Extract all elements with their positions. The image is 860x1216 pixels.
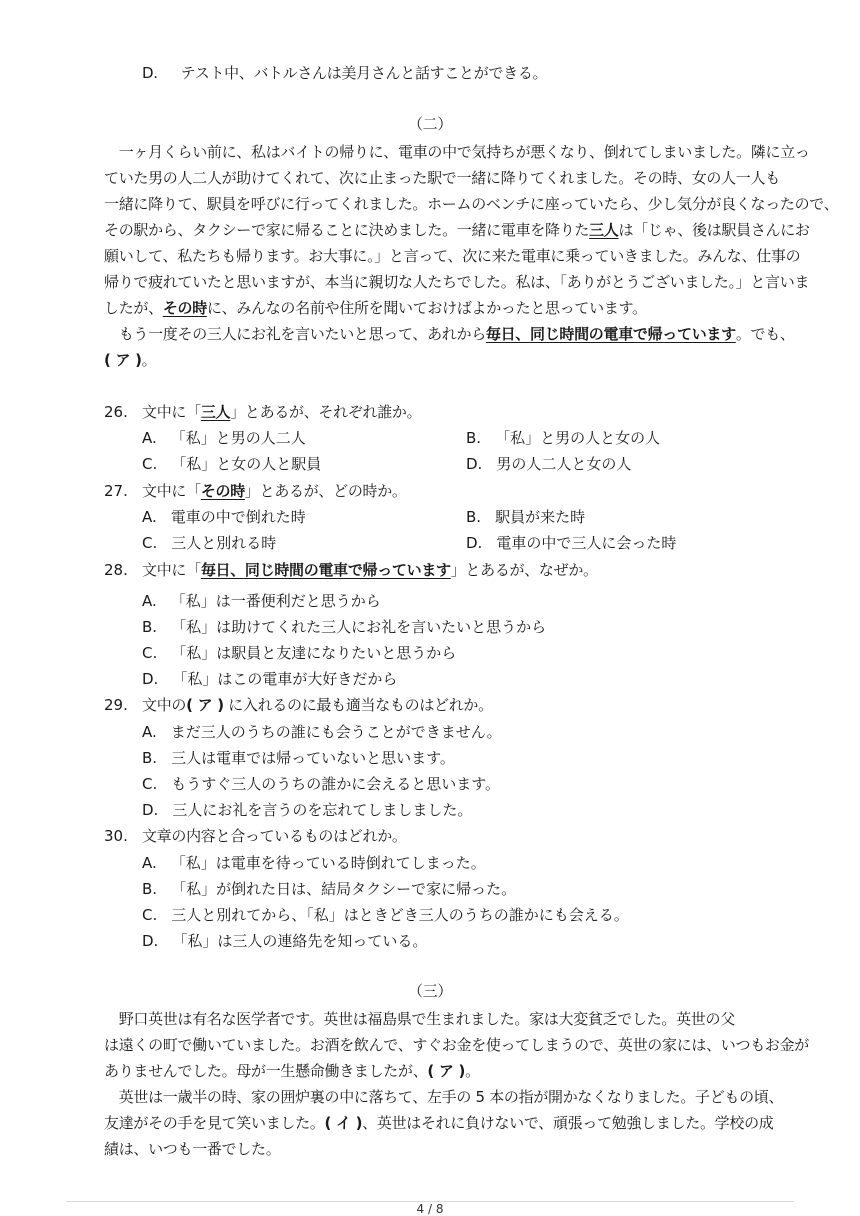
- option-item: [142, 931, 427, 951]
- option-text: 「私」と男の人と女の人: [495, 429, 661, 447]
- option-text: 「私」と女の人と駅員: [171, 455, 322, 473]
- stem-text: 」とあるが、どの時か。: [244, 482, 407, 500]
- option-text: 「私」は一番便利だと思うから: [170, 592, 381, 610]
- stem-text: 文中の: [142, 696, 187, 714]
- option-item: [466, 507, 585, 527]
- option-item: [142, 507, 306, 527]
- passage-line: [104, 1113, 773, 1133]
- passage-line: [104, 220, 810, 240]
- underlined-phrase: 三人: [200, 403, 231, 421]
- option-label: B.: [142, 880, 158, 898]
- option-text: 男の人二人と女の人: [496, 455, 632, 473]
- option-label: B.: [466, 429, 482, 447]
- passage-text: は「じゃ、後は駅員さんにお: [618, 221, 810, 239]
- stem-text: 」とあるが、なぜか。: [450, 561, 598, 579]
- option-item: [142, 800, 472, 820]
- option-text: 「私」は助けてくれた三人にお礼を言いたいと思うから: [171, 618, 547, 636]
- option-item: [142, 748, 455, 768]
- option-label: B.: [142, 618, 158, 636]
- stem-text: 文章の内容と合っているものはどれか。: [142, 827, 407, 845]
- passage-text: したが、: [104, 299, 163, 317]
- passage-line: 一ヶ月くらい前に、私はバイトの帰りに、電車の中で気持ちが悪くなり、倒れてしまいました。隣に立っ: [104, 143, 810, 161]
- option-label: C.: [142, 906, 158, 924]
- option-text: 「私」と男の人二人: [170, 429, 306, 447]
- passage-text: に、みんなの名前や住所を聞いておけばよかったと思っています。: [206, 299, 647, 317]
- passage-line: 帰りで疲れていたと思いますが、本当に親切な人たちでした。私は、「ありがとうございました。」と言いま: [104, 273, 810, 291]
- option-item: [142, 454, 321, 474]
- option-label: D.: [466, 534, 483, 552]
- option-text: 電車の中で三人に会った時: [496, 534, 677, 552]
- option-item: [142, 905, 629, 925]
- option-label: D.: [466, 455, 483, 473]
- option-label: D.: [142, 801, 159, 819]
- question-number: 29.: [104, 696, 128, 714]
- option-label: C.: [142, 644, 158, 662]
- passage-line: 野口英世は有名な医学者です。英世は福島県で生まれました。家は大変貧乏でした。英世の父: [104, 1010, 735, 1028]
- passage-text: 、英世はそれに負けないで、頑張って勉強しました。学校の成: [362, 1114, 774, 1132]
- option-label: C.: [142, 534, 158, 552]
- option-item: [142, 591, 381, 611]
- option-label: B.: [142, 749, 158, 767]
- option-label: A.: [142, 429, 157, 447]
- passage-line: 願いして、私たちも帰ります。お大事に。」と言って、次に来た電車に乗っていきました。みんな、仕事の: [104, 247, 801, 265]
- question-stem: [142, 560, 598, 580]
- option-text: もうすぐ三人のうちの誰かに会えると思います。: [171, 775, 501, 793]
- stem-text: に入れるのに最も適当なものはどれか。: [223, 696, 493, 714]
- option-item: [142, 533, 276, 553]
- passage-text: 。: [141, 351, 157, 369]
- option-text: まだ三人のうちの誰にも会うことができません。: [170, 723, 502, 741]
- option-item: [142, 722, 502, 742]
- option-text: 三人は電車では帰っていないと思います。: [171, 749, 455, 767]
- passage-line: [104, 1061, 480, 1081]
- passage-text: 友達がその手を見て笑いました。: [104, 1114, 325, 1132]
- option-label: C.: [142, 455, 158, 473]
- stem-text: 文中に「: [142, 482, 201, 500]
- option-item: [142, 853, 486, 873]
- option-item: [142, 63, 547, 83]
- underlined-phrase: 毎日、同じ時間の電車で帰っています: [485, 325, 736, 343]
- blank-marker: ( ア ): [104, 351, 142, 369]
- option-label: A.: [142, 854, 157, 872]
- underlined-phrase: その時: [162, 299, 207, 317]
- stem-text: 文中に「: [142, 403, 201, 421]
- blank-marker: ( イ ): [324, 1114, 363, 1132]
- section-heading-3: （三）: [407, 982, 453, 1000]
- option-text: 「私」は駅員と友達になりたいと思うから: [171, 644, 457, 662]
- passage-line: 一緒に降りて、駅員を呼びに行ってくれました。ホームのベンチに座っていたら、少し気分が良くなったので、: [104, 195, 839, 213]
- question-number: 27.: [104, 482, 128, 500]
- blank-marker: ( ア ): [186, 696, 224, 714]
- underlined-phrase: その時: [200, 482, 245, 500]
- option-label: A.: [142, 723, 157, 741]
- question-number: 28.: [104, 561, 128, 579]
- underlined-phrase: 三人: [589, 221, 619, 239]
- passage-text: その駅から、タクシーで家に帰ることに決めました。一緒に電車を降りた: [104, 221, 590, 239]
- option-label: A.: [142, 592, 157, 610]
- section-heading-2: （二）: [407, 115, 453, 133]
- passage-line: 績は、いつも一番でした。: [104, 1140, 281, 1158]
- page-number: 4 / 8: [416, 1202, 444, 1216]
- option-item: [142, 669, 397, 689]
- option-text: 三人と別れる時: [171, 534, 277, 552]
- blank-marker: ( ア ): [427, 1062, 466, 1080]
- option-item: [466, 533, 676, 553]
- passage-line: ていた男の人二人が助けてくれて、次に止まった駅で一緒に降りてくれました。その時、女の人一人も: [104, 169, 780, 187]
- option-label: C.: [142, 775, 158, 793]
- passage-line: 英世は一歳半の時、家の囲炉裏の中に落ちて、左手の 5 本の指が開かなくなりました。子どもの頃、: [104, 1088, 784, 1106]
- passage-text: 。: [465, 1062, 480, 1080]
- passage-line: [104, 350, 156, 370]
- option-label: D.: [142, 670, 159, 688]
- option-text: テスト中、バトルさんは美月さんと話すことができる。: [180, 64, 548, 82]
- option-text: 三人にお礼を言うのを忘れてしましました。: [172, 801, 473, 819]
- option-text: 「私」は三人の連絡先を知っている。: [172, 932, 428, 950]
- question-stem: [142, 826, 407, 846]
- underlined-phrase: 毎日、同じ時間の電車で帰っています: [200, 561, 451, 579]
- passage-text: もう一度その三人にお礼を言いたいと思って、あれから: [104, 325, 486, 343]
- option-text: 三人と別れてから、「私」はときどき三人のうちの誰かにも会える。: [171, 906, 629, 924]
- option-label: A.: [142, 508, 157, 526]
- option-item: [466, 428, 660, 448]
- stem-text: 文中に「: [142, 561, 201, 579]
- stem-text: 」とあるが、それぞれ誰か。: [230, 403, 422, 421]
- question-stem: [142, 695, 493, 715]
- option-item: [142, 428, 306, 448]
- option-item: [142, 617, 546, 637]
- option-label: B.: [466, 508, 482, 526]
- question-stem: [142, 402, 421, 422]
- passage-line: [104, 324, 795, 344]
- passage-line: は遠くの町で働いていました。お酒を飲んで、すぐお金を使ってしまうので、英世の家には、いつもお金が: [104, 1036, 810, 1054]
- option-item: [142, 774, 500, 794]
- question-number: 30.: [104, 827, 128, 845]
- question-stem: [142, 481, 407, 501]
- option-text: 「私」はこの電車が大好きだから: [172, 670, 398, 688]
- passage-text: ありませんでした。母が一生懸命働きましたが、: [104, 1062, 428, 1080]
- passage-text: 。でも、: [735, 325, 795, 343]
- option-item: [142, 879, 516, 899]
- option-item: [142, 643, 456, 663]
- option-text: 駅員が来た時: [495, 508, 586, 526]
- question-number: 26.: [104, 403, 128, 421]
- option-label: D.: [142, 932, 159, 950]
- option-text: 「私」は電車を待っている時倒れてしまった。: [170, 854, 486, 872]
- passage-line: [104, 298, 647, 318]
- option-item: [466, 454, 631, 474]
- option-text: 電車の中で倒れた時: [170, 508, 306, 526]
- option-text: 「私」が倒れた日は、結局タクシーで家に帰った。: [171, 880, 517, 898]
- option-label: D.: [142, 64, 158, 82]
